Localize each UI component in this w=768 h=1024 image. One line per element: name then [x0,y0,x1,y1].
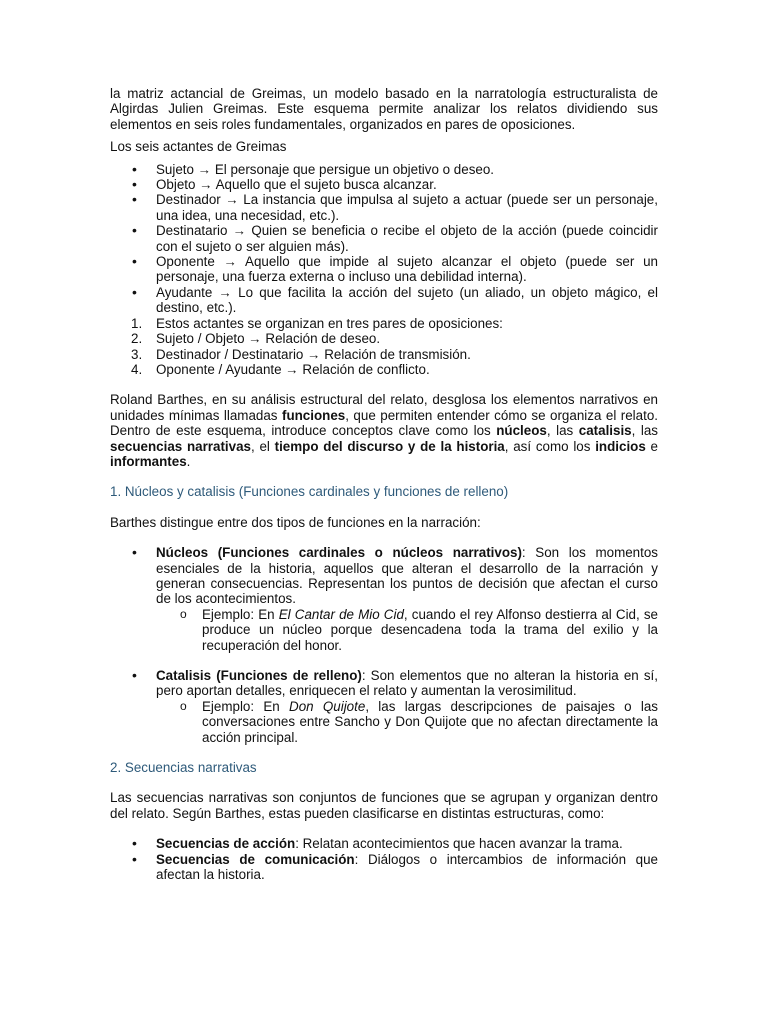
secuencias-list [110,836,658,882]
list-item: 3. Destinador / Destinatario → Relación de transmisión. [131,346,471,362]
actantes-list [110,162,658,316]
list-item-nucleos: • Núcleos (Funciones cardinales o núcleos narrativos): Son los momentos esenciales de la historia, aquellos que alteran el desarrollo de la narración y generan consecuencias. Representan los puntos de decisión que afectan el curso de los acontecimientos. [132,544,658,607]
list-item: 4. Oponente / Ayudante → Relación de conflicto. [131,361,430,377]
list-item: • Destinatario → Quien se beneficia o recibe el objeto de la acción (puede coincidir con el sujeto o ser alguien más). [132,222,658,254]
list-item: • Objeto → Aquello que el sujeto busca alcanzar. [132,176,437,193]
funciones-list-2 [110,668,658,745]
greimas-heading: Los seis actantes de Greimas [110,139,287,155]
intro-paragraph: la matriz actancial de Greimas, un modelo basado en la narratología estructuralista de Algirdas Julien Greimas. Este esquema permite analizar los relatos dividiendo sus elementos en seis roles fundamentales, organizados en pares de oposiciones. [110,86,658,132]
list-item: • Secuencias de comunicación: Diálogos o intercambios de información que afectan la historia. [132,850,658,883]
list-item: 1. Estos actantes se organizan en tres pares de oposiciones: [131,315,503,331]
list-item: • Oponente → Aquello que impide al sujeto alcanzar el objeto (puede ser un personaje, una fuerza externa o incluso una debilidad interna). [132,253,658,285]
section-2-heading: 2. Secuencias narrativas [110,760,257,776]
list-item: • Sujeto → El personaje que persigue un objetivo o deseo. [132,160,494,177]
funciones-list [110,545,658,653]
section-1-intro: Barthes distingue entre dos tipos de funciones en la narración: [110,514,481,530]
list-item-catalisis-example: o Ejemplo: En Don Quijote, las largas descripciones de paisajes o las conversaciones entre Sancho y Don Quijote que no afectan directamente la acción principal. [180,698,658,745]
document-body [110,86,658,882]
barthes-paragraph: Roland Barthes, en su análisis estructural del relato, desglosa los elementos narrativos en unidades mínimas llamadas funciones, que permiten entender cómo se organiza el relato. Dentro de este esquema, introduce conceptos clave como los núcleos, las catalisis, las secuencias narrativas, el tiempo del discurso y de la historia, así como los indicios e informantes. [110,392,659,469]
list-item: 2. Sujeto / Objeto → Relación de deseo. [131,331,381,347]
list-item-catalisis: • Catalisis (Funciones de relleno): Son elementos que no alteran la historia en sí, pero aportan detalles, enriquecen el relato y aumentan la verosimilitud. [132,667,658,699]
list-item: • Secuencias de acción: Relatan acontecimientos que hacen avanzar la trama. [132,835,623,852]
list-item-nucleos-example: o Ejemplo: En El Cantar de Mio Cid, cuando el rey Alfonso destierra al Cid, se produce un núcleo porque desencadena toda la trama del exilio y la recuperación del honor. [180,606,658,653]
list-item: • Destinador → La instancia que impulsa al sujeto a actuar (puede ser un personaje, una idea, una necesidad, etc.). [132,191,658,223]
section-2-intro: Las secuencias narrativas son conjuntos de funciones que se agrupan y organizan dentro del relato. Según Barthes, estas pueden clasificarse en distintas estructuras, como: [110,790,658,821]
pares-list [110,316,658,378]
section-1-heading: 1. Núcleos y catalisis (Funciones cardinales y funciones de relleno) [110,484,509,500]
list-item: • Ayudante → Lo que facilita la acción del sujeto (un aliado, un objeto mágico, el destino, etc.). [132,283,658,316]
